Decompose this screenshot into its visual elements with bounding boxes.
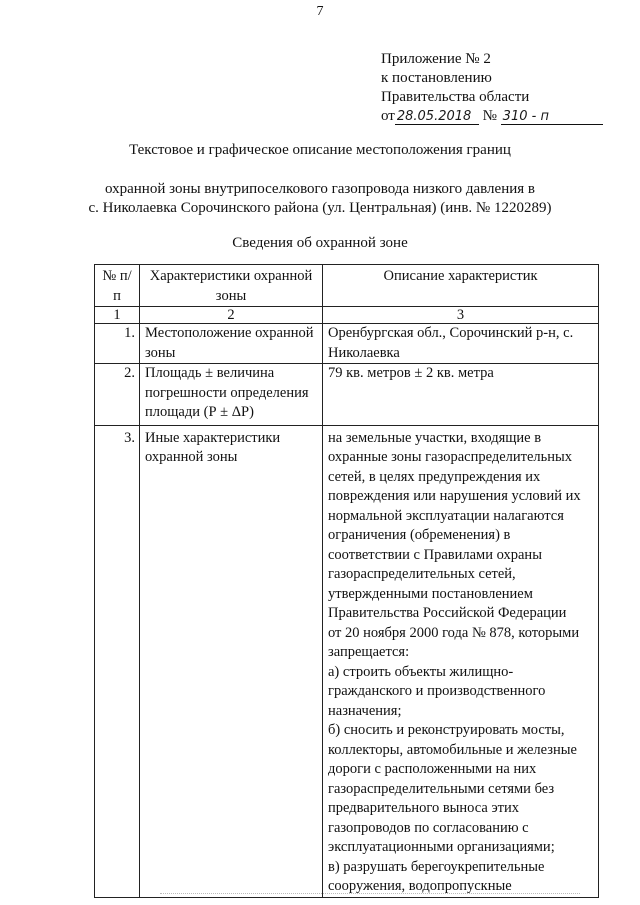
column-number-1: 1 [95, 307, 140, 324]
description-line: коллекторы, автомобильные и железные [328, 741, 577, 758]
row-description: Оренбургская обл., Сорочинский р-н, с. Николаевка [323, 324, 599, 364]
description-line: эксплуатационными организациями; [328, 839, 555, 855]
handwritten-number: 310 - п [501, 109, 603, 125]
description-line: газораспределительными сетями без [328, 780, 555, 797]
column-number-2: 2 [140, 307, 323, 324]
description-line: гражданского и производственного [328, 683, 546, 699]
description-line: в) разрушать берегоукрепительные [328, 858, 545, 875]
row-description [323, 425, 599, 897]
page-footer-artifact [160, 893, 580, 897]
row-number: 1. [95, 324, 140, 364]
document-title-line-2: охранной зоны внутрипоселкового газопровода низкого давления в [104, 181, 535, 197]
description-line: назначения; [328, 702, 402, 719]
description-line: на земельные участки, входящие в [328, 429, 542, 446]
description-line: б) сносить и реконструировать мосты, [328, 722, 565, 738]
description-line: газопроводов по согласованию с [328, 819, 529, 836]
section-heading: Сведения об охранной зоне [232, 235, 408, 251]
protection-zone-table [94, 264, 599, 898]
row-characteristic: Иные характеристики охранной зоны [140, 425, 323, 897]
description-line: повреждения или нарушения условий их [328, 488, 581, 504]
description-line: утвержденными постановлением [328, 585, 533, 602]
table-row [95, 324, 599, 364]
row-description: 79 кв. метров ± 2 кв. метра [323, 364, 599, 426]
appendix-number-label: № [482, 108, 497, 124]
description-line: запрещается: [328, 644, 410, 660]
appendix-line-3: Правительства области [381, 89, 530, 105]
document-title-line-1: Текстовое и графическое описание местоположения границ [129, 142, 511, 158]
description-line: соответствии с Правилами охраны [328, 546, 542, 563]
description-line: сооружения, водопропускные [328, 878, 512, 894]
header-description: Описание характеристик [323, 265, 599, 307]
row-characteristic: Местоположение охранной зоны [140, 324, 323, 364]
document-title-line-3: с. Николаевка Сорочинского района (ул. Центральная) (инв. № 1220289) [88, 200, 552, 216]
column-number-3: 3 [323, 307, 599, 324]
handwritten-date: 28.05.2018 [395, 109, 479, 125]
table-row [95, 364, 599, 426]
page-number: 7 [316, 4, 324, 19]
header-number: № п/п [95, 265, 140, 307]
description-line: сетей, в целях предупреждения их [328, 468, 541, 485]
appendix-date-number-line [381, 107, 603, 126]
description-line: от 20 ноября 2000 года № 878, которыми [328, 624, 580, 641]
appendix-line-1: Приложение № 2 [381, 51, 491, 67]
row-number: 2. [95, 364, 140, 426]
description-line: а) строить объекты жилищно- [328, 663, 514, 680]
appendix-line-2: к постановлению [381, 70, 492, 86]
description-line: газораспределительных сетей, [328, 566, 516, 582]
description-line: ограничения (обременения) в [328, 527, 511, 543]
row-description-lines [328, 429, 593, 897]
appendix-block [381, 50, 603, 126]
header-characteristic: Характеристики охранной зоны [140, 265, 323, 307]
table-column-numbers-row [95, 307, 599, 324]
description-line: дороги с расположенными на них [328, 761, 537, 777]
description-line: нормальной эксплуатации налагаются [328, 507, 564, 524]
row-number: 3. [95, 425, 140, 897]
appendix-from-label: от [381, 108, 395, 124]
description-line: Правительства Российской Федерации [328, 605, 567, 621]
description-line: охранные зоны газораспределительных [328, 449, 573, 465]
table-header-row [95, 265, 599, 307]
description-line: предварительного выноса этих [328, 800, 520, 816]
row-characteristic: Площадь ± величина погрешности определения площади (Р ± ΔР) [140, 364, 323, 426]
table-row [95, 425, 599, 897]
